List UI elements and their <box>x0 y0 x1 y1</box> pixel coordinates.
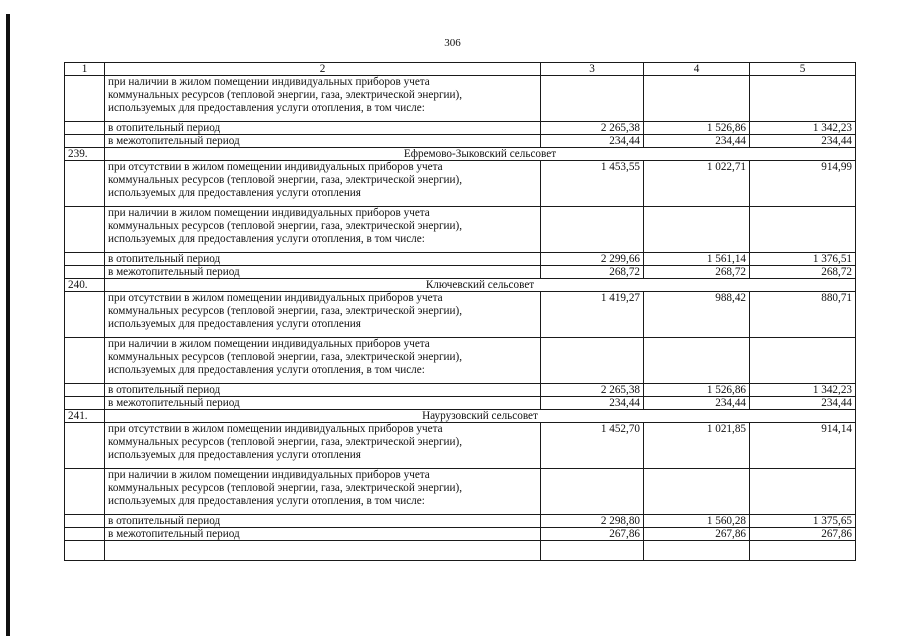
row-number-cell <box>65 469 105 515</box>
column-header: 3 <box>541 63 644 76</box>
row-number-cell <box>65 338 105 384</box>
value-cell: 268,72 <box>750 266 856 279</box>
table-row <box>65 423 856 469</box>
value-cell <box>644 541 750 561</box>
value-cell: 1 419,27 <box>541 292 644 338</box>
table-row <box>65 135 856 148</box>
table-row <box>65 266 856 279</box>
description-line: используемых для предоставления услуги отопления, в том числе: <box>108 102 425 114</box>
description-cell <box>105 338 541 384</box>
description-line: коммунальных ресурсов (тепловой энергии, газа, электрической энергии), <box>108 174 463 186</box>
value-cell: 880,71 <box>750 292 856 338</box>
value-cell <box>750 469 856 515</box>
description-line: коммунальных ресурсов (тепловой энергии, газа, электрической энергии), <box>108 436 463 448</box>
row-number-cell <box>65 135 105 148</box>
description-line: коммунальных ресурсов (тепловой энергии, газа, электрической энергии), <box>108 89 463 101</box>
description-line: при наличии в жилом помещении индивидуальных приборов учета <box>108 207 430 219</box>
value-cell: 234,44 <box>750 135 856 148</box>
description-line: при наличии в жилом помещении индивидуальных приборов учета <box>108 76 430 88</box>
value-cell <box>541 541 644 561</box>
description-cell <box>105 541 541 561</box>
description-cell <box>105 423 541 469</box>
value-cell: 1 453,55 <box>541 161 644 207</box>
row-number-cell <box>65 515 105 528</box>
table-row <box>65 292 856 338</box>
value-cell: 1 526,86 <box>644 122 750 135</box>
description-line: коммунальных ресурсов (тепловой энергии, газа, электрической энергии), <box>108 482 463 494</box>
value-cell <box>644 338 750 384</box>
row-number-cell <box>65 397 105 410</box>
row-number-cell <box>65 207 105 253</box>
tariff-table <box>64 62 856 561</box>
value-cell: 1 526,86 <box>644 384 750 397</box>
description-line: при наличии в жилом помещении индивидуальных приборов учета <box>108 469 430 481</box>
value-cell: 234,44 <box>644 397 750 410</box>
value-cell <box>541 207 644 253</box>
value-cell: 1 376,51 <box>750 253 856 266</box>
value-cell: 268,72 <box>644 266 750 279</box>
value-cell <box>644 207 750 253</box>
section-number: 241. <box>65 410 105 423</box>
period-label: в межотопительный период <box>105 135 541 148</box>
value-cell: 2 299,66 <box>541 253 644 266</box>
table-row <box>65 122 856 135</box>
description-cell <box>105 161 541 207</box>
period-label: в межотопительный период <box>105 397 541 410</box>
section-number: 239. <box>65 148 105 161</box>
value-cell: 234,44 <box>541 135 644 148</box>
value-cell <box>750 76 856 122</box>
value-cell <box>750 207 856 253</box>
table-row <box>65 541 856 561</box>
value-cell: 1 342,23 <box>750 122 856 135</box>
period-label: в отопительный период <box>105 122 541 135</box>
value-cell <box>541 469 644 515</box>
period-label: в межотопительный период <box>105 266 541 279</box>
value-cell: 2 265,38 <box>541 384 644 397</box>
description-line: используемых для предоставления услуги отопления, в том числе: <box>108 233 425 245</box>
table-row <box>65 384 856 397</box>
value-cell: 1 561,14 <box>644 253 750 266</box>
table-row <box>65 397 856 410</box>
description-cell <box>105 292 541 338</box>
description-line: при наличии в жилом помещении индивидуальных приборов учета <box>108 338 430 350</box>
description-cell <box>105 76 541 122</box>
description-line: используемых для предоставления услуги отопления, в том числе: <box>108 495 425 507</box>
table-header-row <box>65 63 856 76</box>
table-row <box>65 515 856 528</box>
description-line: коммунальных ресурсов (тепловой энергии, газа, электрической энергии), <box>108 220 463 232</box>
value-cell: 988,42 <box>644 292 750 338</box>
scan-edge-bar <box>6 14 10 636</box>
description-line: при отсутствии в жилом помещении индивидуальных приборов учета <box>108 161 443 173</box>
row-number-cell <box>65 384 105 397</box>
description-line: коммунальных ресурсов (тепловой энергии, газа, электрической энергии), <box>108 305 463 317</box>
description-line: коммунальных ресурсов (тепловой энергии, газа, электрической энергии), <box>108 351 463 363</box>
description-line: при отсутствии в жилом помещении индивидуальных приборов учета <box>108 292 443 304</box>
page-number: 306 <box>444 37 461 49</box>
column-header: 5 <box>750 63 856 76</box>
value-cell: 914,14 <box>750 423 856 469</box>
value-cell: 234,44 <box>541 397 644 410</box>
value-cell <box>541 338 644 384</box>
value-cell: 1 560,28 <box>644 515 750 528</box>
table-row <box>65 76 856 122</box>
description-line: используемых для предоставления услуги отопления, в том числе: <box>108 364 425 376</box>
description-cell <box>105 207 541 253</box>
value-cell: 234,44 <box>644 135 750 148</box>
row-number-cell <box>65 122 105 135</box>
value-cell: 1 022,71 <box>644 161 750 207</box>
value-cell: 1 375,65 <box>750 515 856 528</box>
value-cell: 268,72 <box>541 266 644 279</box>
value-cell: 2 265,38 <box>541 122 644 135</box>
value-cell: 914,99 <box>750 161 856 207</box>
row-number-cell <box>65 528 105 541</box>
period-label: в отопительный период <box>105 515 541 528</box>
section-title: Ключевский сельсовет <box>105 279 856 292</box>
section-title: Ефремово-Зыковский сельсовет <box>105 148 856 161</box>
value-cell: 267,86 <box>541 528 644 541</box>
description-cell <box>105 469 541 515</box>
row-number-cell <box>65 423 105 469</box>
description-line: при отсутствии в жилом помещении индивидуальных приборов учета <box>108 423 443 435</box>
row-number-cell <box>65 161 105 207</box>
table-row <box>65 253 856 266</box>
section-header-row <box>65 410 856 423</box>
table-row <box>65 338 856 384</box>
value-cell: 1 342,23 <box>750 384 856 397</box>
value-cell <box>750 541 856 561</box>
column-header: 2 <box>105 63 541 76</box>
row-number-cell <box>65 541 105 561</box>
section-title: Наурузовский сельсовет <box>105 410 856 423</box>
value-cell <box>644 76 750 122</box>
period-label: в отопительный период <box>105 253 541 266</box>
period-label: в отопительный период <box>105 384 541 397</box>
table-row <box>65 207 856 253</box>
table-row <box>65 528 856 541</box>
description-line: используемых для предоставления услуги отопления <box>108 318 361 330</box>
row-number-cell <box>65 253 105 266</box>
table-row <box>65 469 856 515</box>
row-number-cell <box>65 266 105 279</box>
description-line: используемых для предоставления услуги отопления <box>108 449 361 461</box>
row-number-cell <box>65 76 105 122</box>
value-cell <box>750 338 856 384</box>
section-header-row <box>65 279 856 292</box>
table-row <box>65 161 856 207</box>
value-cell: 1 021,85 <box>644 423 750 469</box>
value-cell: 267,86 <box>644 528 750 541</box>
description-line: используемых для предоставления услуги отопления <box>108 187 361 199</box>
value-cell: 2 298,80 <box>541 515 644 528</box>
value-cell <box>541 76 644 122</box>
value-cell: 234,44 <box>750 397 856 410</box>
period-label: в межотопительный период <box>105 528 541 541</box>
section-number: 240. <box>65 279 105 292</box>
column-header: 1 <box>65 63 105 76</box>
value-cell: 1 452,70 <box>541 423 644 469</box>
row-number-cell <box>65 292 105 338</box>
column-header: 4 <box>644 63 750 76</box>
value-cell: 267,86 <box>750 528 856 541</box>
value-cell <box>644 469 750 515</box>
section-header-row <box>65 148 856 161</box>
